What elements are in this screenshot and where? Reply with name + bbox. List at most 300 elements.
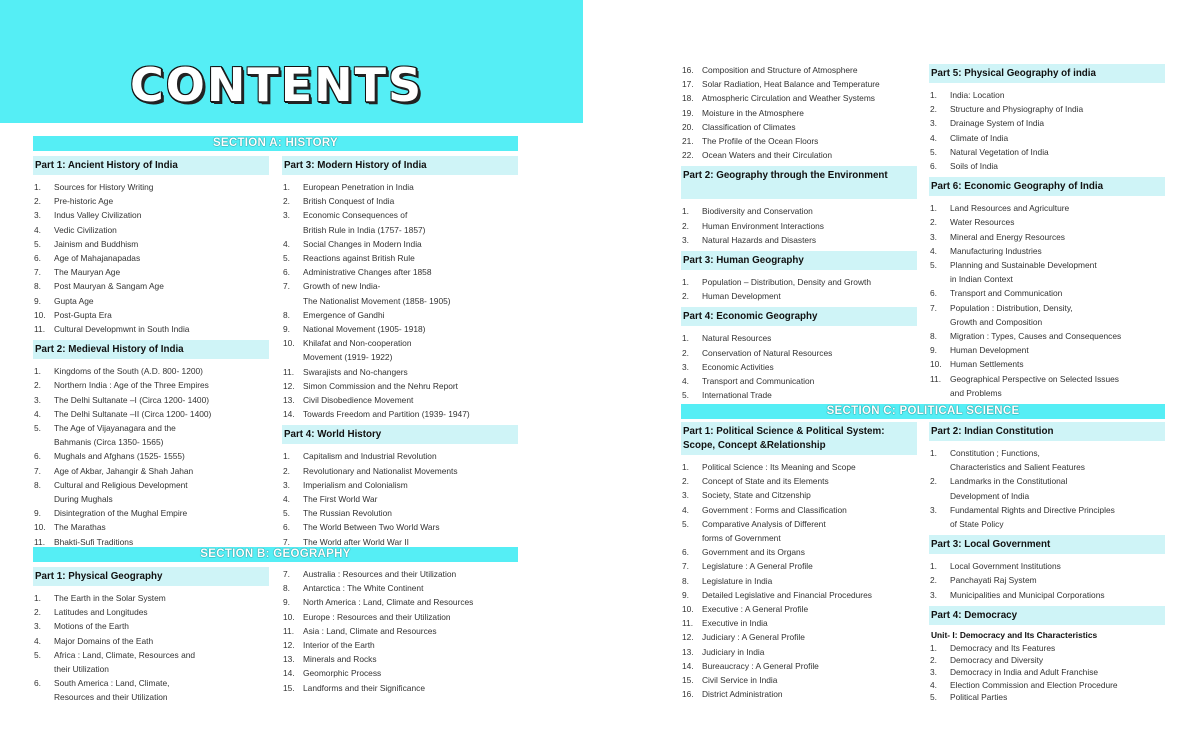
column-c-left bbox=[681, 422, 917, 705]
item-number: 2. bbox=[283, 196, 290, 207]
toc-list bbox=[282, 449, 518, 548]
item-text: Major Domains of the Eath bbox=[54, 635, 154, 646]
toc-item bbox=[282, 194, 518, 208]
item-text: Transport and Communication bbox=[702, 376, 815, 387]
item-text: Age of Mahajanapadas bbox=[54, 253, 141, 264]
item-text: Migration : Types, Causes and Consequences bbox=[950, 331, 1122, 342]
toc-item bbox=[681, 120, 917, 134]
column-a-right bbox=[282, 156, 518, 553]
toc-item bbox=[681, 360, 917, 374]
part-title: Part 4: Economic Geography bbox=[681, 307, 917, 326]
toc-item bbox=[929, 131, 1165, 145]
item-number: 8. bbox=[283, 583, 290, 594]
item-number: 3. bbox=[34, 210, 41, 221]
item-number: 4. bbox=[34, 224, 41, 235]
toc-item bbox=[282, 652, 518, 666]
item-number: 11. bbox=[34, 324, 46, 335]
item-text: Economic Activities bbox=[702, 361, 774, 372]
item-text: Climate of India bbox=[950, 132, 1009, 143]
item-text: Comparative Analysis of Different bbox=[702, 518, 826, 529]
toc-item bbox=[929, 116, 1165, 130]
toc-item bbox=[33, 378, 269, 392]
item-text: Ocean Waters and their Circulation bbox=[702, 150, 833, 161]
toc-item bbox=[282, 294, 518, 308]
toc-item bbox=[681, 148, 917, 162]
item-number: 7. bbox=[283, 536, 290, 547]
toc-item bbox=[33, 591, 269, 605]
toc-list bbox=[33, 364, 269, 549]
item-text: Post Mauryan & Sangam Age bbox=[54, 281, 164, 292]
item-text: Indus Valley Civilization bbox=[54, 210, 142, 221]
toc-list bbox=[282, 567, 518, 695]
item-text: The Marathas bbox=[54, 522, 106, 533]
item-text: Biodiversity and Conservation bbox=[702, 206, 813, 217]
toc-item bbox=[929, 286, 1165, 300]
item-text: Characteristics and Salient Features bbox=[950, 462, 1085, 473]
item-text: Civil Service in India bbox=[702, 675, 778, 686]
toc-item bbox=[929, 145, 1165, 159]
toc-item bbox=[33, 393, 269, 407]
item-number: 6. bbox=[682, 547, 689, 558]
item-text: Administrative Changes after 1858 bbox=[303, 267, 432, 278]
toc-item bbox=[282, 393, 518, 407]
toc-item bbox=[681, 687, 917, 701]
item-number: 3. bbox=[930, 504, 937, 515]
item-text: The Nationalist Movement (1858- 1905) bbox=[303, 295, 451, 306]
item-number: 1. bbox=[682, 206, 689, 217]
item-text: Bureaucracy : A General Profile bbox=[702, 660, 819, 671]
item-text: Mineral and Energy Resources bbox=[950, 231, 1065, 242]
toc-item bbox=[681, 574, 917, 588]
item-number: 18. bbox=[682, 93, 694, 104]
toc-item bbox=[929, 588, 1165, 602]
item-text: Interior of the Earth bbox=[303, 640, 375, 651]
item-text: Democracy in India and Adult Franchise bbox=[950, 667, 1099, 678]
toc-item bbox=[681, 559, 917, 573]
item-text: Movement (1919- 1922) bbox=[303, 352, 393, 363]
item-text: Geomorphic Process bbox=[303, 668, 382, 679]
toc-item bbox=[282, 535, 518, 549]
item-number: 10. bbox=[34, 522, 46, 533]
item-text: Post-Gupta Era bbox=[54, 309, 112, 320]
item-text: Human Settlements bbox=[950, 359, 1024, 370]
item-text: Towards Freedom and Partition (1939- 1947) bbox=[303, 409, 470, 420]
toc-list bbox=[929, 642, 1165, 703]
item-text: Society, State and Citzenship bbox=[702, 490, 811, 501]
toc-item bbox=[282, 379, 518, 393]
item-text: Planning and Sustainable Development bbox=[950, 260, 1097, 271]
item-text: India: Location bbox=[950, 90, 1005, 100]
toc-item bbox=[929, 474, 1165, 488]
item-number: 5. bbox=[682, 518, 689, 529]
item-number: 3. bbox=[34, 621, 41, 632]
toc-item bbox=[282, 666, 518, 680]
item-text: The Delhi Sultanate –II (Circa 1200- 1400) bbox=[54, 408, 212, 419]
toc-list bbox=[681, 275, 917, 303]
column-b-left bbox=[33, 567, 269, 709]
toc-item bbox=[681, 374, 917, 388]
toc-item bbox=[33, 237, 269, 251]
toc-item bbox=[681, 616, 917, 630]
item-text: Landmarks in the Constitutional bbox=[950, 476, 1068, 487]
toc-item bbox=[33, 364, 269, 378]
item-text: Simon Commission and the Nehru Report bbox=[303, 380, 459, 391]
item-text: The Age of Vijayanagara and the bbox=[54, 423, 176, 434]
item-number: 1. bbox=[682, 277, 689, 288]
item-text: Europe : Resources and their Utilization bbox=[303, 611, 451, 622]
item-number: 11. bbox=[34, 536, 46, 547]
toc-item bbox=[929, 386, 1165, 400]
item-number: 7. bbox=[34, 465, 41, 476]
item-text: Bhakti-Sufi Traditions bbox=[54, 536, 134, 547]
toc-item bbox=[282, 336, 518, 350]
item-number: 13. bbox=[682, 646, 694, 657]
item-number: 10. bbox=[682, 604, 694, 615]
toc-item bbox=[681, 91, 917, 105]
toc-item bbox=[681, 346, 917, 360]
item-text: Geographical Perspective on Selected Issues bbox=[950, 373, 1119, 384]
toc-item bbox=[681, 659, 917, 673]
item-number: 8. bbox=[34, 281, 41, 292]
item-text: Government : Forms and Classification bbox=[702, 504, 847, 515]
item-text: The First World War bbox=[303, 494, 378, 505]
toc-item bbox=[681, 204, 917, 218]
item-number: 2. bbox=[930, 217, 937, 228]
item-text: Legislature : A General Profile bbox=[702, 561, 813, 572]
item-text: European Penetration in India bbox=[303, 182, 414, 192]
item-number: 17. bbox=[682, 79, 694, 90]
item-text: Judiciary in India bbox=[702, 646, 765, 657]
item-number: 3. bbox=[930, 589, 937, 600]
item-number: 4. bbox=[283, 238, 290, 249]
toc-item bbox=[929, 102, 1165, 116]
item-text: Conservation of Natural Resources bbox=[702, 347, 833, 358]
item-number: 2. bbox=[682, 347, 689, 358]
toc-item bbox=[929, 559, 1165, 573]
item-text: Legislature in India bbox=[702, 575, 773, 586]
toc-item bbox=[681, 474, 917, 488]
item-number: 12. bbox=[283, 380, 295, 391]
item-text: Population – Distribution, Density and Growth bbox=[702, 277, 871, 288]
toc-item bbox=[681, 275, 917, 289]
item-number: 1. bbox=[930, 642, 937, 653]
item-number: 4. bbox=[930, 679, 937, 690]
item-number: 5. bbox=[34, 238, 41, 249]
toc-item bbox=[282, 265, 518, 279]
item-number: 11. bbox=[283, 366, 295, 377]
toc-item bbox=[929, 691, 1165, 703]
item-number: 2. bbox=[930, 655, 937, 666]
toc-item bbox=[33, 407, 269, 421]
item-text: Capitalism and Industrial Revolution bbox=[303, 451, 437, 462]
item-number: 9. bbox=[34, 295, 41, 306]
item-number: 7. bbox=[682, 561, 689, 572]
item-text: Democracy and Its Features bbox=[950, 642, 1056, 653]
item-text: Democracy and Diversity bbox=[950, 655, 1044, 666]
item-text: The Earth in the Solar System bbox=[54, 593, 166, 603]
item-text: Transport and Communication bbox=[950, 288, 1063, 299]
item-text: Reactions against British Rule bbox=[303, 253, 415, 264]
toc-item bbox=[929, 215, 1165, 229]
toc-item bbox=[929, 489, 1165, 503]
item-text: During Mughals bbox=[54, 494, 113, 505]
toc-item bbox=[681, 460, 917, 474]
toc-item bbox=[929, 201, 1165, 215]
item-number: 6. bbox=[930, 161, 937, 172]
toc-item bbox=[681, 219, 917, 233]
item-number: 3. bbox=[283, 479, 290, 490]
toc-item bbox=[282, 308, 518, 322]
item-text: The Russian Revolution bbox=[303, 508, 392, 519]
item-text: Constitution ; Functions, bbox=[950, 448, 1040, 458]
item-text: The World after World War II bbox=[303, 536, 409, 547]
toc-item bbox=[929, 301, 1165, 315]
item-number: 8. bbox=[34, 479, 41, 490]
item-text: Drainage System of India bbox=[950, 118, 1045, 129]
item-number: 6. bbox=[283, 522, 290, 533]
item-text: Age of Akbar, Jahangir & Shah Jahan bbox=[54, 465, 194, 476]
item-number: 14. bbox=[283, 409, 295, 420]
item-text: of State Policy bbox=[950, 519, 1004, 530]
toc-list bbox=[929, 559, 1165, 602]
toc-item bbox=[681, 645, 917, 659]
toc-item bbox=[282, 223, 518, 237]
toc-item bbox=[929, 573, 1165, 587]
toc-item bbox=[282, 237, 518, 251]
toc-item bbox=[282, 407, 518, 421]
toc-item bbox=[282, 520, 518, 534]
item-text: The World Between Two World Wars bbox=[303, 522, 440, 533]
toc-item bbox=[681, 488, 917, 502]
item-text: Australia : Resources and their Utilization bbox=[303, 569, 457, 579]
item-text: Growth of new India- bbox=[303, 281, 381, 292]
item-number: 21. bbox=[682, 136, 694, 147]
item-text: Moisture in the Atmosphere bbox=[702, 107, 804, 118]
item-number: 12. bbox=[682, 632, 694, 643]
toc-item bbox=[33, 535, 269, 549]
toc-item bbox=[282, 251, 518, 265]
toc-item bbox=[681, 630, 917, 644]
item-number: 9. bbox=[283, 597, 290, 608]
toc-item bbox=[681, 517, 917, 531]
column-b-right2 bbox=[929, 64, 1165, 404]
toc-item bbox=[929, 230, 1165, 244]
item-text: British Rule in India (1757- 1857) bbox=[303, 224, 426, 235]
toc-item bbox=[282, 180, 518, 194]
item-text: Municipalities and Municipal Corporations bbox=[950, 589, 1105, 600]
column-b-right1 bbox=[681, 63, 917, 406]
toc-item bbox=[929, 517, 1165, 531]
item-text: Human Development bbox=[702, 291, 781, 302]
item-text: Sources for History Writing bbox=[54, 182, 154, 192]
item-number: 3. bbox=[930, 231, 937, 242]
item-text: Natural Hazards and Disasters bbox=[702, 234, 817, 245]
toc-item bbox=[681, 602, 917, 616]
toc-item bbox=[33, 279, 269, 293]
item-number: 6. bbox=[34, 253, 41, 264]
toc-item bbox=[681, 503, 917, 517]
toc-item bbox=[929, 372, 1165, 386]
item-number: 19. bbox=[682, 107, 694, 118]
toc-item bbox=[33, 194, 269, 208]
item-text: Jainism and Buddhism bbox=[54, 238, 139, 249]
item-text: Cultural and Religious Development bbox=[54, 479, 188, 490]
item-text: The Mauryan Age bbox=[54, 267, 121, 278]
item-number: 5. bbox=[283, 253, 290, 264]
item-text: Human Environment Interactions bbox=[702, 220, 824, 231]
toc-item bbox=[33, 690, 269, 704]
toc-item bbox=[282, 478, 518, 492]
toc-item bbox=[929, 666, 1165, 678]
item-text: Minerals and Rocks bbox=[303, 654, 377, 665]
toc-item bbox=[681, 673, 917, 687]
item-text: Detailed Legislative and Financial Procedures bbox=[702, 589, 872, 600]
item-number: 1. bbox=[682, 462, 689, 472]
item-number: 12. bbox=[283, 640, 295, 651]
toc-item bbox=[282, 492, 518, 506]
toc-item bbox=[33, 619, 269, 633]
item-number: 4. bbox=[34, 408, 41, 419]
item-text: Political Parties bbox=[950, 692, 1008, 703]
toc-item bbox=[33, 322, 269, 336]
item-text: Northern India : Age of the Three Empires bbox=[54, 380, 209, 391]
toc-item bbox=[929, 329, 1165, 343]
toc-item bbox=[33, 180, 269, 194]
item-number: 3. bbox=[682, 361, 689, 372]
item-number: 8. bbox=[682, 575, 689, 586]
item-text: in Indian Context bbox=[950, 274, 1013, 285]
item-text: North America : Land, Climate and Resources bbox=[303, 597, 474, 608]
item-text: Civil Disobedience Movement bbox=[303, 395, 414, 406]
part-title: Part 3: Local Government bbox=[929, 535, 1165, 554]
item-number: 16. bbox=[682, 65, 694, 75]
toc-item bbox=[929, 503, 1165, 517]
item-number: 4. bbox=[930, 245, 937, 256]
item-number: 9. bbox=[930, 345, 937, 356]
item-text: Kingdoms of the South (A.D. 800- 1200) bbox=[54, 366, 203, 377]
item-text: Land Resources and Agriculture bbox=[950, 203, 1070, 214]
toc-item bbox=[681, 289, 917, 303]
item-text: Political Science : Its Meaning and Scope bbox=[702, 462, 856, 472]
item-number: 7. bbox=[283, 569, 290, 579]
item-number: 3. bbox=[34, 394, 41, 405]
toc-item bbox=[929, 460, 1165, 474]
item-number: 5. bbox=[682, 390, 689, 401]
item-number: 5. bbox=[34, 423, 41, 434]
section-c-header: SECTION C: POLITICAL SCIENCE bbox=[681, 404, 1165, 419]
item-text: Executive in India bbox=[702, 618, 768, 629]
item-number: 3. bbox=[930, 667, 937, 678]
item-text: Concept of State and its Elements bbox=[702, 476, 829, 487]
toc-item bbox=[282, 279, 518, 293]
item-number: 5. bbox=[283, 508, 290, 519]
toc-item bbox=[282, 464, 518, 478]
item-text: The Delhi Sultanate –I (Circa 1200- 1400) bbox=[54, 394, 210, 405]
item-number: 15. bbox=[283, 682, 295, 693]
item-text: Executive : A General Profile bbox=[702, 604, 809, 615]
item-text: Antarctica : The White Continent bbox=[303, 583, 424, 594]
part-title: Part 2: Medieval History of India bbox=[33, 340, 269, 359]
toc-item bbox=[33, 265, 269, 279]
part-title: Part 3: Human Geography bbox=[681, 251, 917, 270]
item-text: Swarajists and No-changers bbox=[303, 366, 408, 377]
toc-item bbox=[681, 106, 917, 120]
toc-item bbox=[33, 464, 269, 478]
toc-item bbox=[33, 676, 269, 690]
toc-list bbox=[929, 88, 1165, 173]
item-text: Social Changes in Modern India bbox=[303, 238, 422, 249]
item-text: Disintegration of the Mughal Empire bbox=[54, 508, 188, 519]
item-text: Pre-historic Age bbox=[54, 196, 114, 207]
toc-item bbox=[282, 610, 518, 624]
item-text: Fundamental Rights and Directive Principles bbox=[950, 504, 1115, 515]
item-text: and Problems bbox=[950, 387, 1002, 398]
item-text: Atmospheric Circulation and Weather Systems bbox=[702, 93, 875, 104]
item-text: Imperialism and Colonialism bbox=[303, 479, 408, 490]
item-text: District Administration bbox=[702, 689, 783, 700]
item-text: Khilafat and Non-cooperation bbox=[303, 338, 412, 349]
item-number: 15. bbox=[682, 675, 694, 686]
item-number: 11. bbox=[682, 618, 694, 629]
item-text: Manufacturing Industries bbox=[950, 245, 1042, 256]
item-text: International Trade bbox=[702, 390, 772, 401]
toc-item bbox=[33, 478, 269, 492]
item-text: Local Government Institutions bbox=[950, 561, 1061, 572]
toc-list bbox=[681, 331, 917, 402]
item-text: Bahmanis (Circa 1350- 1565) bbox=[54, 437, 164, 448]
item-number: 1. bbox=[283, 451, 290, 462]
item-number: 2. bbox=[930, 575, 937, 586]
part-title: Part 2: Indian Constitution bbox=[929, 422, 1165, 441]
item-number: 9. bbox=[682, 589, 689, 600]
item-text: Emergence of Gandhi bbox=[303, 309, 385, 320]
item-number: 8. bbox=[283, 309, 290, 320]
toc-item bbox=[33, 648, 269, 662]
item-text: Election Commission and Election Procedure bbox=[950, 679, 1118, 690]
toc-item bbox=[681, 531, 917, 545]
item-number: 3. bbox=[682, 490, 689, 501]
item-number: 1. bbox=[930, 203, 937, 214]
toc-item bbox=[681, 588, 917, 602]
toc-item bbox=[282, 624, 518, 638]
toc-item bbox=[282, 506, 518, 520]
part-title: Part 6: Economic Geography of India bbox=[929, 177, 1165, 196]
toc-item bbox=[929, 679, 1165, 691]
toc-item bbox=[33, 634, 269, 648]
toc-item bbox=[33, 208, 269, 222]
toc-list bbox=[681, 63, 917, 162]
toc-item bbox=[929, 88, 1165, 102]
item-number: 7. bbox=[34, 267, 41, 278]
item-text: Composition and Structure of Atmosphere bbox=[702, 65, 858, 75]
toc-item bbox=[33, 294, 269, 308]
toc-list bbox=[929, 446, 1165, 531]
item-number: 2. bbox=[682, 220, 689, 231]
item-text: Latitudes and Longitudes bbox=[54, 607, 148, 618]
item-number: 20. bbox=[682, 121, 694, 132]
item-number: 2. bbox=[34, 196, 41, 207]
item-text: Development of India bbox=[950, 490, 1030, 501]
item-number: 5. bbox=[930, 146, 937, 157]
toc-item bbox=[33, 251, 269, 265]
item-number: 1. bbox=[682, 333, 689, 344]
item-number: 4. bbox=[34, 635, 41, 646]
toc-item bbox=[282, 567, 518, 581]
item-number: 6. bbox=[930, 288, 937, 299]
item-number: 14. bbox=[283, 668, 295, 679]
part-title: Part 4: Democracy bbox=[929, 606, 1165, 625]
item-number: 5. bbox=[34, 649, 41, 660]
